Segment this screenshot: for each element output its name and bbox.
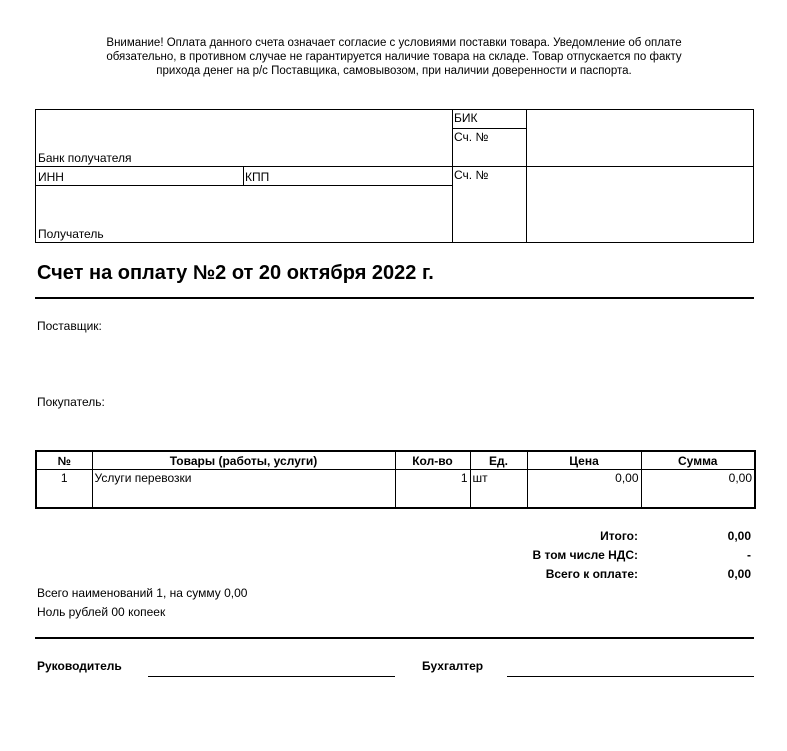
kpp-label: КПП [245,170,270,184]
director-signature-line [148,676,395,677]
bik-label: БИК [454,111,478,125]
row-sum: 0,00 [641,470,755,509]
account-label: Сч. № [454,130,489,144]
notice-line: Внимание! Оплата данного счета означает согласие с условиями поставки товара. Уведомление об оплате [106,37,682,49]
column-header: Товары (работы, услуги) [92,451,395,470]
payment-notice [60,36,728,78]
items-summary: Всего наименований 1, на сумму 0,00 [37,586,248,600]
bik-divider [452,128,526,129]
row-item-name: Услуги перевозки [92,470,395,509]
recipient-label: Получатель [38,227,104,241]
column-header: Кол-во [395,451,470,470]
buyer-label: Покупатель: [37,395,105,409]
total-label: Итого: [600,529,638,543]
bank-name-label: Банк получателя [38,151,132,165]
inn-divider [36,185,452,186]
bank-col-divider [526,110,527,242]
page-title: Счет на оплату №2 от 20 октября 2022 г. [37,262,434,284]
vat-label: В том числе НДС: [532,548,638,562]
bank-col-divider [452,110,453,242]
account-label: Сч. № [454,168,489,182]
notice-line: прихода денег на р/с Поставщика, самовывозом, при наличии доверенности и паспорта. [156,65,632,77]
column-header: № [36,451,92,470]
row-price: 0,00 [527,470,641,509]
due-value: 0,00 [727,567,751,581]
director-label: Руководитель [37,659,122,673]
row-unit: шт [470,470,527,509]
table-row [36,470,755,509]
inn-kpp-divider [243,166,244,185]
row-number: 1 [36,470,92,509]
accountant-signature-line [507,676,754,677]
column-header: Ед. [470,451,527,470]
accountant-label: Бухгалтер [422,659,484,673]
notice-line: обязательно, в противном случае не гарантируется наличие товара на складе. Товар отпускается по факту [106,51,682,63]
bank-requisites-block [35,109,754,243]
supplier-label: Поставщик: [37,319,102,333]
summary-divider [35,637,754,639]
column-header: Сумма [641,451,755,470]
bank-divider [36,166,753,167]
due-label: Всего к оплате: [545,567,638,581]
column-header: Цена [527,451,641,470]
title-divider [35,297,754,299]
goods-table [35,450,756,509]
vat-value: - [747,548,751,562]
row-quantity: 1 [395,470,470,509]
total-value: 0,00 [727,529,751,543]
amount-in-words: Ноль рублей 00 копеек [37,605,166,619]
table-header-row [36,451,755,470]
inn-label: ИНН [38,170,64,184]
